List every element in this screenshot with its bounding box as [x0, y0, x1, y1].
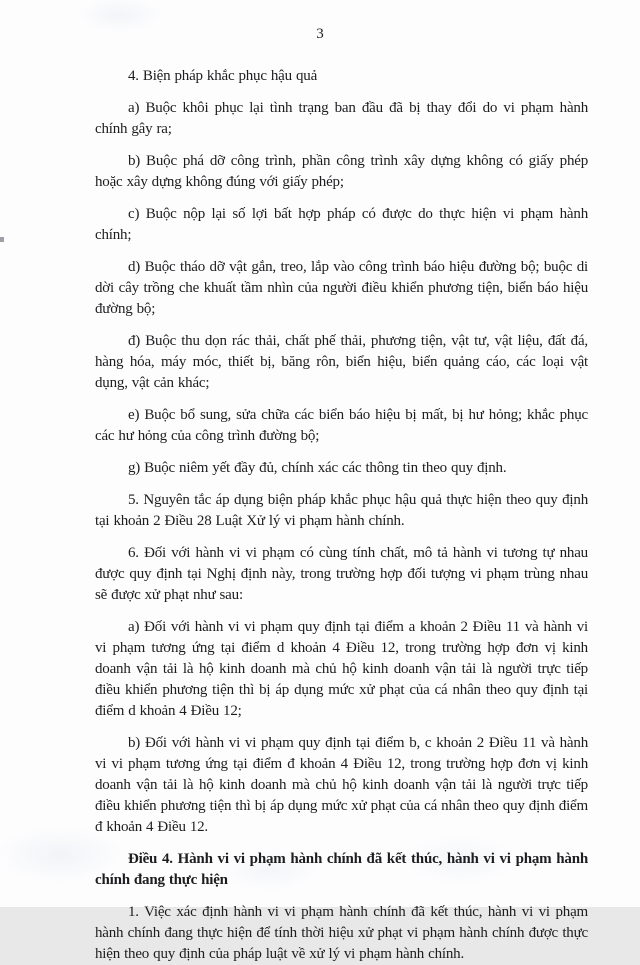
paragraph: 1. Việc xác định hành vi vi phạm hành chính đã kết thúc, hành vi vi phạm hành chính đang thực hiện để tính thời hiệu xử phạt vi phạm hành chính được thực hiện theo quy định của pháp luật về xử lý vi phạm hành chính.	[95, 904, 588, 962]
paragraph: b) Đối với hành vi vi phạm quy định tại điểm b, c khoản 2 Điều 11 và hành vi vi phạm tương ứng tại điểm đ khoản 4 Điều 12, trong trường hợp đơn vị kinh doanh vận tải là hộ kinh doanh mà chủ hộ kinh doanh vận tải là người trực tiếp điều khiển phương tiện thì bị áp dụng mức xử phạt của cá nhân theo quy định điểm đ khoản 4 Điều 12.	[95, 735, 588, 835]
paragraph: 4. Biện pháp khắc phục hậu quả	[128, 68, 318, 84]
scan-speck	[0, 237, 4, 242]
paragraph: a) Buộc khôi phục lại tình trạng ban đầu đã bị thay đổi do vi phạm hành chính gây ra;	[95, 100, 588, 137]
document-body	[95, 66, 588, 965]
paragraph: đ) Buộc thu dọn rác thải, chất phế thải, phương tiện, vật tư, vật liệu, đất đá, hàng hóa, máy móc, thiết bị, băng rôn, biển hiệu, biển quảng cáo, các loại vật dụng, vật cản khác;	[95, 333, 588, 391]
paragraph: d) Buộc tháo dỡ vật gắn, treo, lắp vào công trình báo hiệu đường bộ; buộc di dời cây trồng che khuất tầm nhìn của người điều khiển phương tiện, biển báo hiệu đường bộ;	[95, 259, 588, 317]
paragraph: c) Buộc nộp lại số lợi bất hợp pháp có được do thực hiện vi phạm hành chính;	[95, 206, 588, 243]
paragraph: 5. Nguyên tắc áp dụng biện pháp khắc phục hậu quả thực hiện theo quy định tại khoản 2 Điều 28 Luật Xử lý vi phạm hành chính.	[95, 492, 588, 529]
paragraph: g) Buộc niêm yết đầy đủ, chính xác các thông tin theo quy định.	[128, 460, 507, 476]
paragraph: b) Buộc phá dỡ công trình, phần công trình xây dựng không có giấy phép hoặc xây dựng không đúng với giấy phép;	[95, 153, 588, 190]
page-number: 3	[316, 26, 324, 42]
paragraph: e) Buộc bổ sung, sửa chữa các biển báo hiệu bị mất, bị hư hỏng; khắc phục các hư hỏng của công trình đường bộ;	[95, 407, 588, 444]
paragraph: 6. Đối với hành vi vi phạm có cùng tính chất, mô tả hành vi tương tự nhau được quy định tại Nghị định này, trong trường hợp đối tượng vi phạm trùng nhau sẽ được xử phạt như sau:	[95, 545, 588, 603]
article-heading: Điều 4. Hành vi vi phạm hành chính đã kết thúc, hành vi vi phạm hành chính đang thực hiện	[95, 851, 588, 888]
paragraph: a) Đối với hành vi vi phạm quy định tại điểm a khoản 2 Điều 11 và hành vi vi phạm tương ứng tại điểm d khoản 4 Điều 12, trong trường hợp đơn vị kinh doanh vận tải là hộ kinh doanh mà chủ hộ kinh doanh vận tải là người trực tiếp điều khiển phương tiện thì bị áp dụng mức xử phạt của cá nhân theo quy định tại điểm d khoản 4 Điều 12;	[95, 619, 588, 719]
